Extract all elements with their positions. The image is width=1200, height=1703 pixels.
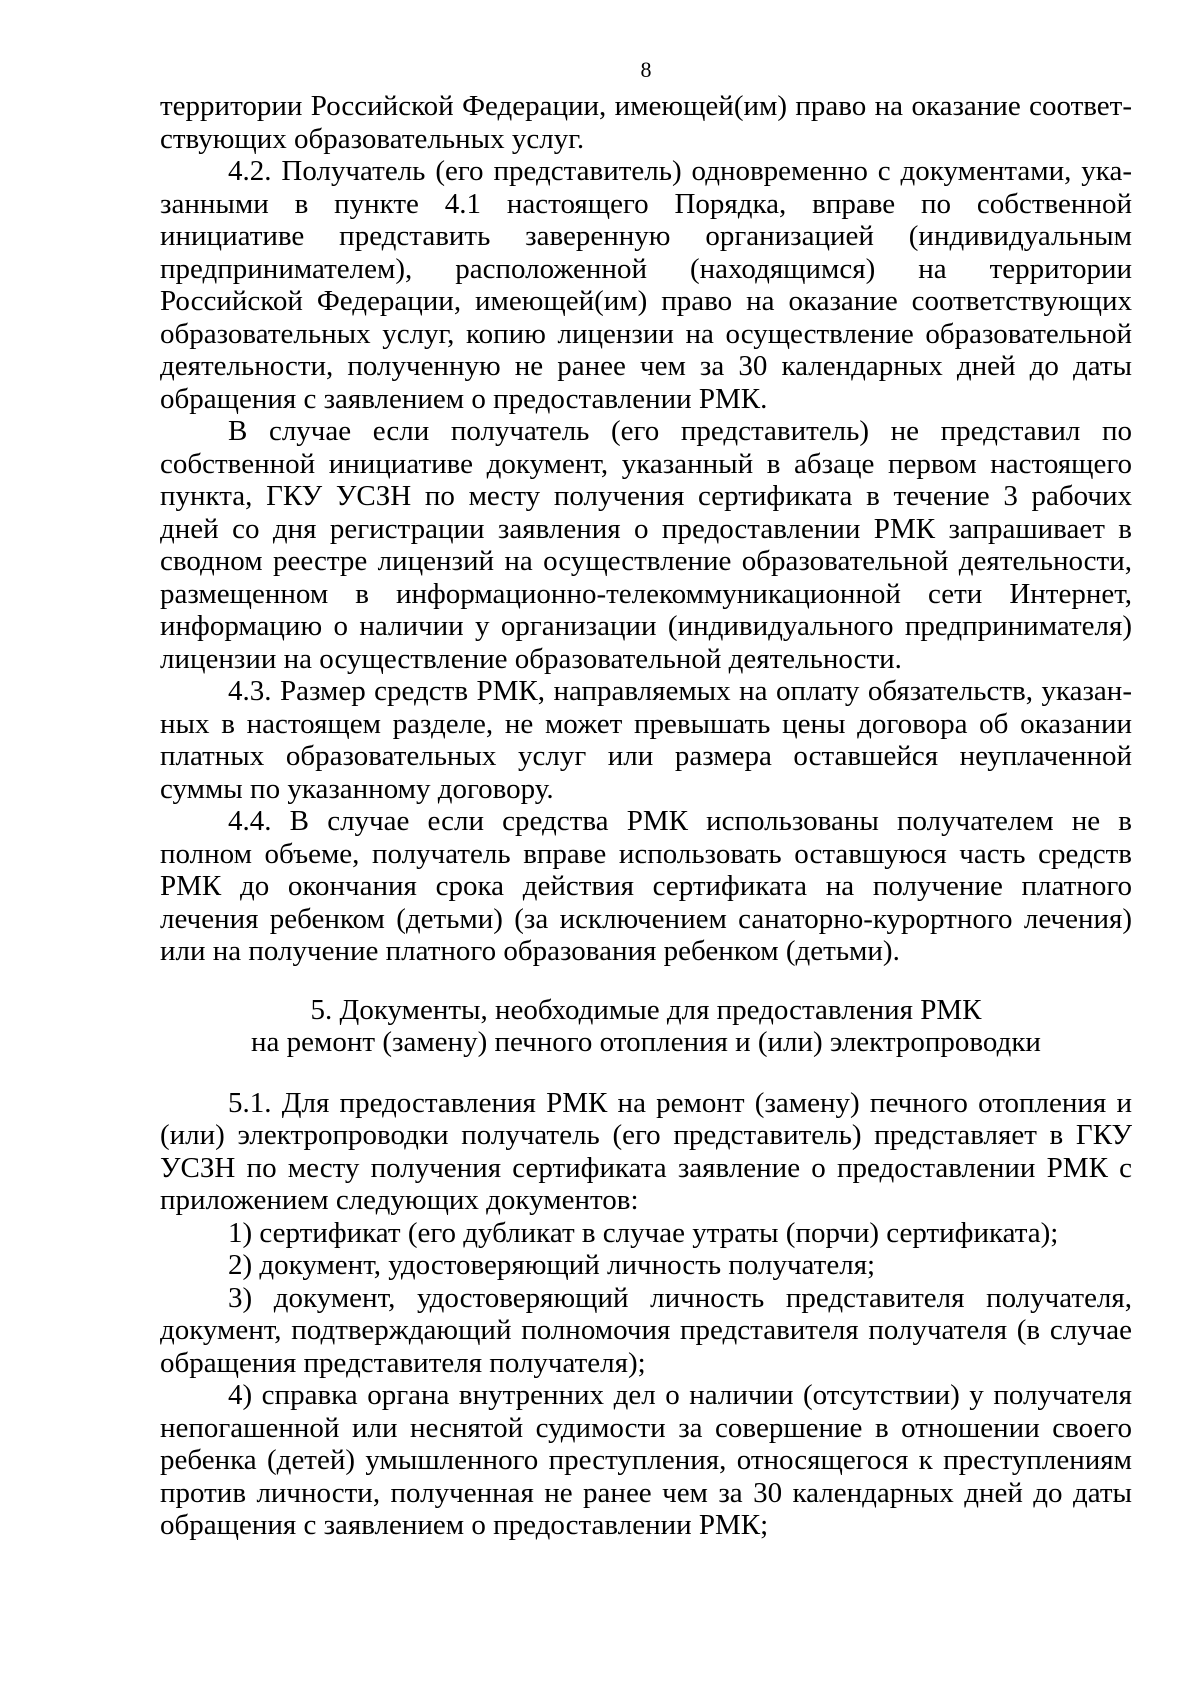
list-item-2: 2) документ, удостоверяющий личность получателя; [228,1249,876,1281]
paragraph-4-4: 4.4. В случае если средства РМК использованы получателем не в полном объеме, получатель вправе использовать оставшуюся часть средств РМК до окончания срока действия сертификата на получение платного лечения ребенком (детьми) (за исключением санаторно-курортного лечения) или на получение платного образования ребенком (детьми). [160,805,1132,967]
list-item-1: 1) сертификат (его дубликат в случае утраты (порчи) сертификата); [228,1216,1059,1249]
paragraph-4-2: 4.2. Получатель (его представитель) одновременно с документами, указанными в пункте 4.1 настоящего Порядка, вправе по собственной инициативе представить заверенную организацией (индивидуальным предпринимателем), расположенной (находящимся) на территории Российской Федерации, имеющей(им) право на оказание соответствующих образовательных услуг, копию лицензии на осуществление образовательной деятельности, полученную не ранее чем за 30 календарных дней до даты обращения с заявлением о предоставлении РМК. [160,155,1132,415]
paragraph-4-3: 4.3. Размер средств РМК, направляемых на оплату обязательств, указанных в настоящем разделе, не может превышать цены договора об оказании платных образовательных услуг или размера оставшейся неуплаченной суммы по указанному договору. [160,675,1132,805]
section-heading-line-2: на ремонт (замену) печного отопления и (или) электропроводки [251,1026,1041,1058]
page-number: 8 [640,57,652,82]
section-heading-line-1: 5. Документы, необходимые для предоставления РМК [310,993,982,1026]
paragraph-4-2-case: В случае если получатель (его представитель) не представил по собственной инициативе документ, указанный в абзаце первом настоящего пункта, ГКУ УСЗН по месту получения сертификата в течение 3 рабочих дней со дня регистрации заявления о предоставлении РМК запрашивает в сводном реестре лицензий на осуществление образовательной деятельности, размещенном в информационно-телекоммуникационной сети Интернет, информацию о наличии у организации (индивидуального предпринимателя) лицензии на осуществление образовательной деятельности. [160,415,1132,675]
list-item-4: 4) справка органа внутренних дел о наличии (отсутствии) у получателя непогашенной или неснятой судимости за совершение в отношении своего ребенка (детей) умышленного преступления, относящегося к преступлениям против личности, полученная не ранее чем за 30 календарных дней до даты обращения с заявлением о предоставлении РМК; [160,1379,1132,1541]
paragraph-5-1: 5.1. Для предоставления РМК на ремонт (замену) печного отопления и (или) электропроводки получатель (его представитель) представляет в ГКУ УСЗН по месту получения сертификата заявление о предоставлении РМК с приложением следующих документов: [160,1086,1132,1216]
section-heading [160,994,1132,1059]
paragraph-continuation: территории Российской Федерации, имеющей(им) право на оказание соответствующих образовательных услуг. [160,90,1132,155]
list-item-3: 3) документ, удостоверяющий личность представителя получателя, документ, подтверждающий полномочия представителя получателя (в случае обращения представителя получателя); [160,1281,1132,1379]
